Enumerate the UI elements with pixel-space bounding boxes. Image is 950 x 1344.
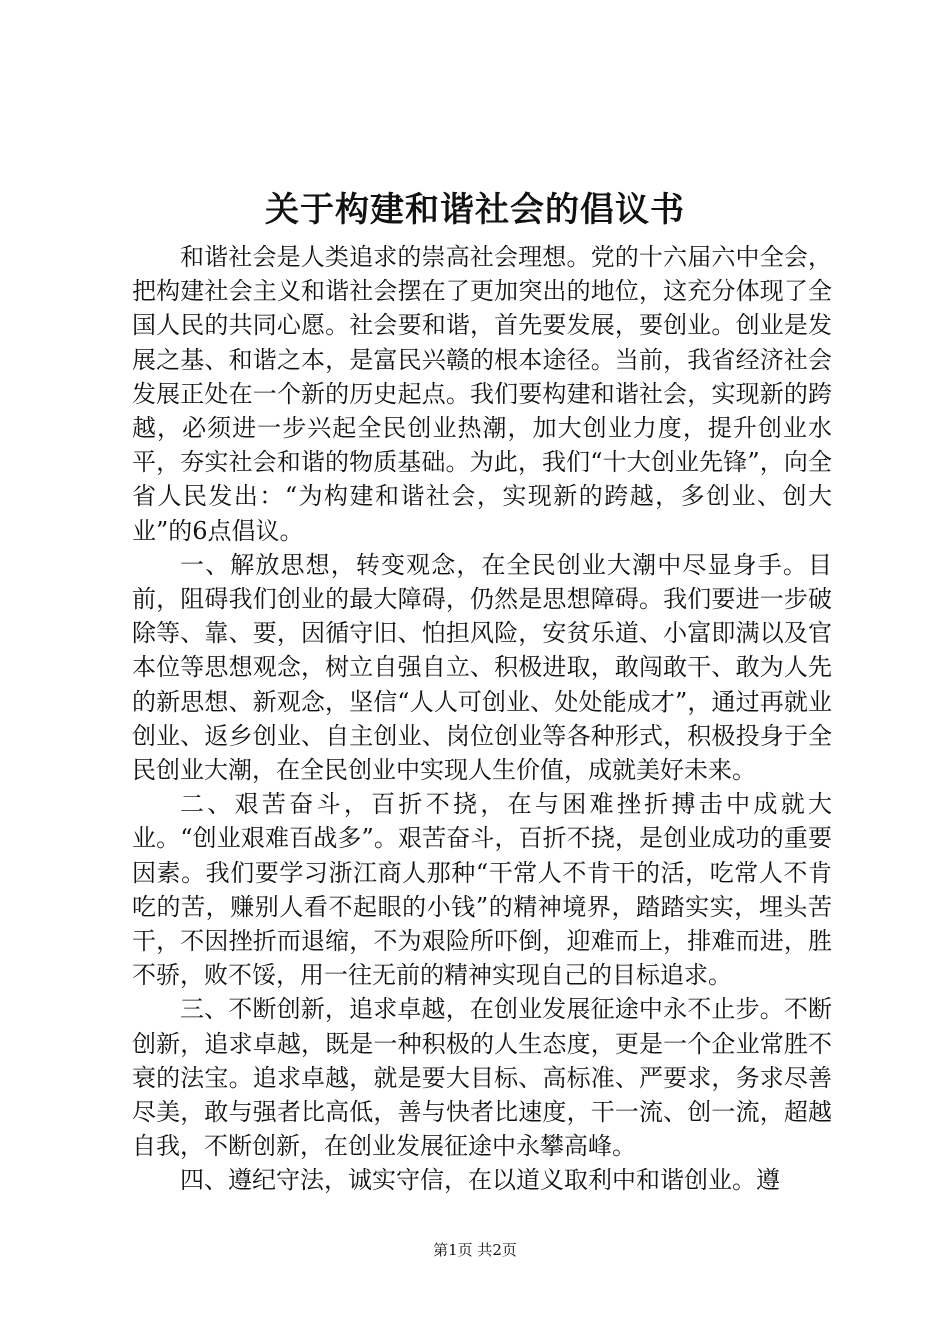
paragraph-intro: 和谐社会是人类追求的崇高社会理想。党的十六届六中全会，把构建社会主义和谐社会摆在了更加突出的地位，这充分体现了全国人民的共同心愿。社会要和谐，首先要发展，要创业。创业是发展之基、和谐之本，是富民兴赣的根本途径。当前，我省经济社会发展正处在一个新的历史起点。我们要构建和谐社会，实现新的跨越，必须进一步兴起全民创业热潮，加大创业力度，提升创业水平，夯实社会和谐的物质基础。为此，我们“十大创业先锋”，向全省人民发出：“为构建和谐社会，实现新的跨越，多创业、创大业”的6点倡议。 <box>132 243 832 545</box>
paragraph-point-2: 二、艰苦奋斗，百折不挠，在与困难挫折搏击中成就大业。“创业艰难百战多”。艰苦奋斗，百折不挠，是创业成功的重要因素。我们要学习浙江商人那种“干常人不肯干的活，吃常人不肯吃的苦，赚别人看不起眼的小钱”的精神境界，踏踏实实，埋头苦干，不因挫折而退缩，不为艰险所吓倒，迎难而上，排难而进，胜不骄，败不馁，用一往无前的精神实现自己的目标追求。 <box>132 790 832 990</box>
document-body <box>132 240 832 1198</box>
paragraph-point-4: 四、遵纪守法，诚实守信，在以道义取利中和谐创业。遵 <box>180 1166 780 1195</box>
document-title: 关于构建和谐社会的倡议书 <box>265 190 685 230</box>
page-footer: 第1页 共2页 <box>433 1241 517 1259</box>
paragraph-point-3: 三、不断创新，追求卓越，在创业发展征途中永不止步。不断创新，追求卓越，既是一种积极的人生态度，更是一个企业常胜不衰的法宝。追求卓越，就是要大目标、高标准、严要求，务求尽善尽美，敢与强者比高低，善与快者比速度，干一流、创一流，超越自我，不断创新，在创业发展征途中永攀高峰。 <box>132 995 832 1161</box>
paragraph-point-1: 一、解放思想，转变观念，在全民创业大潮中尽显身手。目前，阻碍我们创业的最大障碍，仍然是思想障碍。我们要进一步破除等、靠、要，因循守旧、怕担风险，安贫乐道、小富即满以及官本位等思想观念，树立自强自立、积极进取，敢闯敢干、敢为人先的新思想、新观念，坚信“人人可创业、处处能成才”，通过再就业创业、返乡创业、自主创业、岗位创业等各种形式，积极投身于全民创业大潮，在全民创业中实现人生价值，成就美好未来。 <box>132 550 832 785</box>
